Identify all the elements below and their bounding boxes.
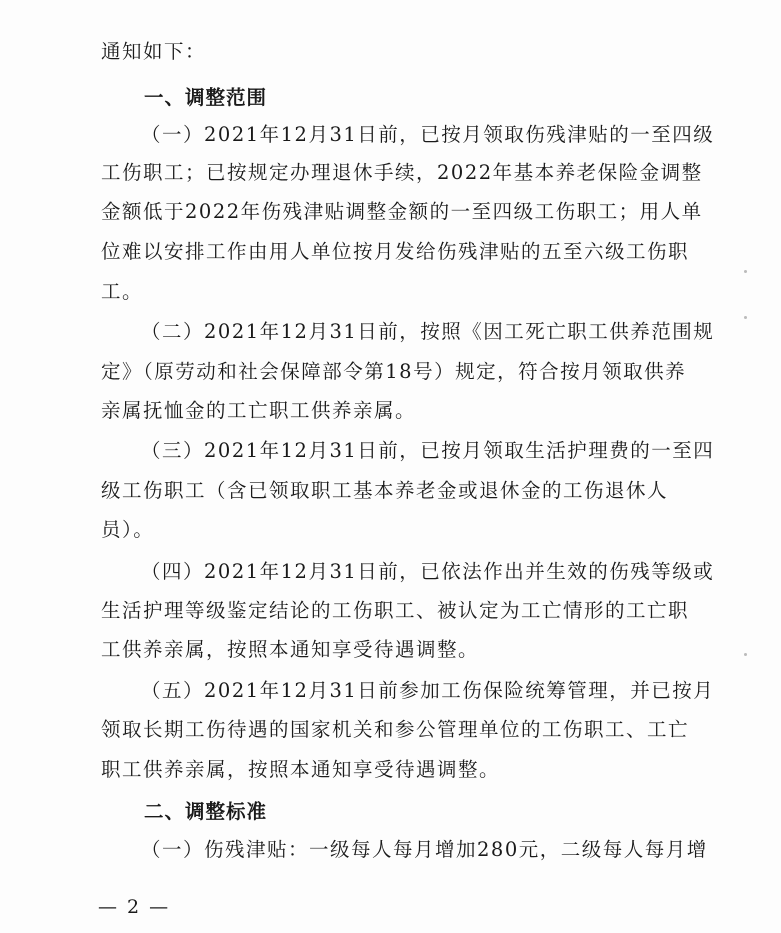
body-text-line: 职工供养亲属，按照本通知享受待遇调整。 [101, 758, 501, 781]
body-text-line: 员）。 [101, 518, 155, 541]
body-text-line: 级工伤职工（含已领取职工基本养老金或退休金的工伤退休人 [101, 479, 669, 502]
body-text-line: （五）2021年12月31日前参加工伤保险统筹管理，并已按月 [141, 679, 715, 702]
body-text-line: （二）2021年12月31日前，按照《因工死亡职工供养范围规 [141, 320, 715, 343]
body-text-line: 金额低于2022年伤残津贴调整金额的一至四级工伤职工；用人单 [101, 200, 703, 223]
page-number: — 2 — [98, 896, 171, 918]
scan-speck [744, 653, 747, 656]
section-heading: 一、调整范围 [144, 86, 268, 109]
body-text-line: （四）2021年12月31日前，已依法作出并生效的伤残等级或 [141, 560, 715, 583]
scan-speck [744, 270, 747, 273]
body-text-line: 通知如下： [101, 40, 207, 63]
body-text-line: 工供养亲属，按照本通知享受待遇调整。 [101, 638, 480, 661]
body-text-line: （一）伤残津贴：一级每人每月增加280元，二级每人每月增 [141, 838, 708, 861]
body-text-line: 领取长期工伤待遇的国家机关和参公管理单位的工伤职工、工亡 [101, 718, 690, 741]
body-text-line: 位难以安排工作由用人单位按月发给伤残津贴的五至六级工伤职 [101, 240, 690, 263]
body-text-line: 生活护理等级鉴定结论的工伤职工、被认定为工亡情形的工亡职 [101, 599, 690, 622]
body-text-line: （一）2021年12月31日前，已按月领取伤残津贴的一至四级 [141, 123, 715, 146]
body-text-line: 工伤职工；已按规定办理退休手续，2022年基本养老保险金调整 [101, 161, 703, 184]
body-text-line: 亲属抚恤金的工亡职工供养亲属。 [101, 399, 417, 422]
body-text-line: （三）2021年12月31日前，已按月领取生活护理费的一至四 [141, 439, 715, 462]
body-text-line: 定》（原劳动和社会保障部令第18号）规定，符合按月领取供养 [101, 360, 687, 383]
scan-speck [744, 316, 747, 319]
section-heading: 二、调整标准 [144, 800, 268, 823]
body-text-line: 工。 [101, 280, 144, 303]
